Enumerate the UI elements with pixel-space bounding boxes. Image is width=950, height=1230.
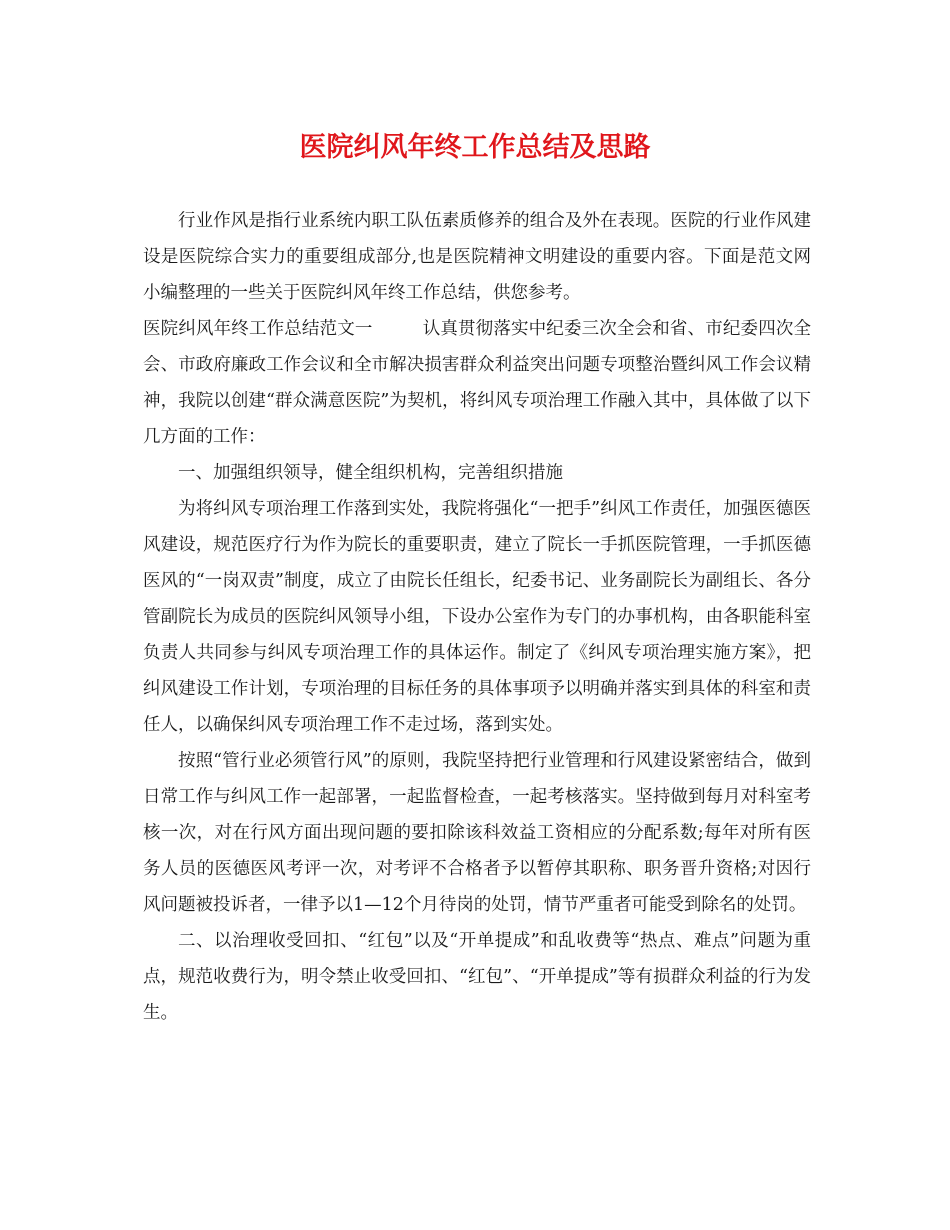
paragraph-point-one-heading: 一、加强组织领导，健全组织机构，完善组织措施 [178,463,563,483]
paragraph-section-heading [143,311,811,455]
paragraph-management: 按照“管行业必须管行风”的原则，我院坚持把行业管理和行风建设紧密结合，做到日常工作与纠风工作一起部署，一起监督检查，一起考核落实。坚持做到每月对科室考核一次，对在行风方面出现问题的要扣除该科效益工资相应的分配系数;每年对所有医务人员的医德医风考评一次，对考评不合格者予以暂停其职称、职务晋升资格;对因行风问题被投诉者，一律予以1—12个月待岗的处罚，情节严重者可能受到除名的处罚。 [143,751,811,915]
paragraph-intro: 行业作风是指行业系统内职工队伍素质修养的组合及外在表现。医院的行业作风建设是医院综合实力的重要组成部分,也是医院精神文明建设的重要内容。下面是范文网小编整理的一些关于医院纠风年终工作总结，供您参考。 [143,211,811,303]
paragraph-summary-opening: 认真贯彻落实中纪委三次全会和省、市纪委四次全会、市政府廉政工作会议和全市解决损害群众利益突出问题专项整治暨纠风工作会议精神，我院以创建“群众满意医院”为契机，将纠风专项治理工作融入其中，具体做了以下几方面的工作： [143,319,812,447]
section-heading-text: 医院纠风年终工作总结范文一 [143,319,373,339]
paragraph-point-two: 二、以治理收受回扣、“红包”以及“开单提成”和乱收费等“热点、难点”问题为重点，规范收费行为，明令禁止收受回扣、“红包”、“开单提成”等有损群众利益的行为发生。 [143,931,811,1023]
document-body [143,203,811,1031]
paragraph-organization: 为将纠风专项治理工作落到实处，我院将强化“一把手”纠风工作责任，加强医德医风建设，规范医疗行为作为院长的重要职责，建立了院长一手抓医院管理，一手抓医德医风的“一岗双责”制度，成立了由院长任组长，纪委书记、业务副院长为副组长、各分管副院长为成员的医院纠风领导小组，下设办公室作为专门的办事机构，由各职能科室负责人共同参与纠风专项治理工作的具体运作。制定了《纠风专项治理实施方案》，把纠风建设工作计划，专项治理的目标任务的具体事项予以明确并落实到具体的科室和责任人，以确保纠风专项治理工作不走过场，落到实处。 [143,499,811,735]
document-title: 医院纠风年终工作总结及思路 [299,132,651,163]
